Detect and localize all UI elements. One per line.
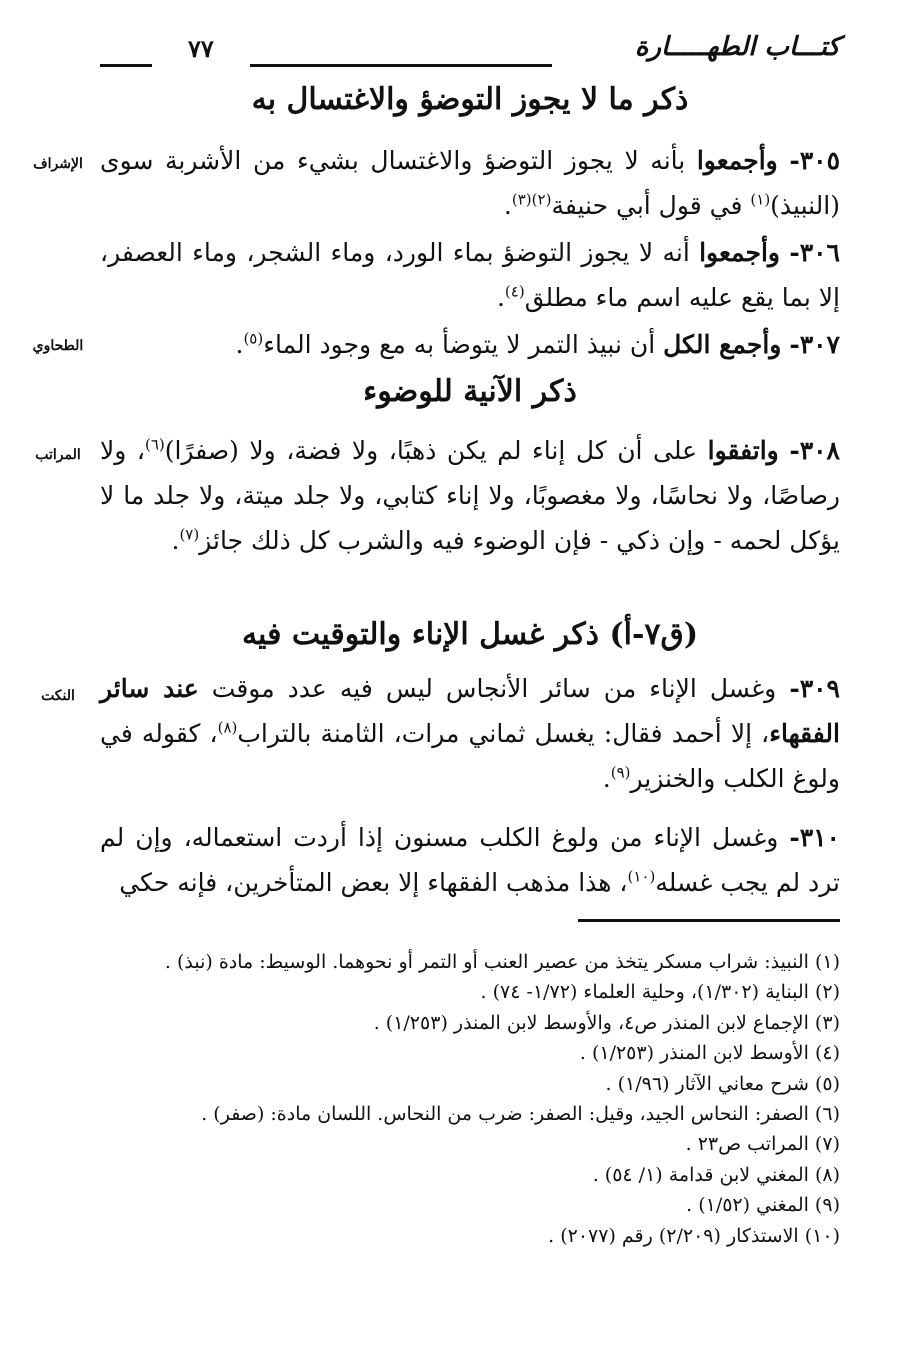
paragraph-number: ٣٠٥- [789, 146, 841, 175]
paragraph-308 [100, 428, 840, 563]
section-heading: ذكر الآنية للوضوء [363, 374, 577, 409]
footnote-item: (٥) شرح معاني الآثار (١/٩٦) . [605, 1072, 840, 1095]
paragraph-text: . [171, 526, 180, 555]
footnote-rule [578, 919, 840, 922]
paragraph-text: . [235, 330, 244, 359]
footnote-item: (٩) المغني (١/٥٢) . [686, 1194, 840, 1217]
header-rule [250, 64, 552, 67]
footnote-ref: (٩) [610, 763, 631, 782]
footnote-ref: (٦) [144, 435, 165, 454]
footnotes-list [100, 947, 840, 1251]
margin-note-ishraf: الإشراف [33, 156, 83, 172]
footnote-ref: (٧) [179, 525, 200, 544]
paragraph-text: وغسل الإناء من ولوغ الكلب مسنون إذا أردت استعماله، وإن لم ترد لم يجب غسله [100, 823, 840, 897]
paragraph-number: ٣٠٨- [789, 436, 840, 465]
paragraph-lead: وأجمعوا [699, 238, 780, 267]
page-header [100, 30, 840, 80]
paragraph-text: ، ولا رصاصًا، ولا نحاسًا، ولا مغصوبًا، ولا إناء كتابي، ولا جلد ميتة، ولا جلد ما لا يؤكل لحمه - وإن ذكي - فإن الوضوء فيه والشرب كل ذلك جائز [100, 436, 840, 555]
footnote-item: (١) النبيذ: شراب مسكر يتخذ من عصير العنب أو التمر أو نحوهما. الوسيط: مادة (نبذ) . [164, 951, 840, 973]
paragraph-text: أنه لا يجوز التوضؤ بماء الورد، وماء الشجر، وماء العصفر، إلا بما يقع عليه اسم ماء مطلق [100, 238, 840, 312]
section-heading: (ق٧-أ) ذكر غسل الإناء والتوقيت فيه [241, 617, 699, 652]
paragraph-306 [100, 230, 840, 320]
paragraph-text: على أن كل إناء لم يكن ذهبًا، ولا فضة، ولا (صفرًا) [164, 436, 708, 465]
footnote-item: (٨) المغني لابن قدامة (١/ ٥٤) . [592, 1163, 840, 1186]
paragraph-lead: واتفقوا [707, 436, 779, 465]
footnote-item: (٤) الأوسط لابن المنذر (١/٢٥٣) . [579, 1042, 840, 1065]
footnote-item: (٢) البناية (١/٣٠٢)، وحلية العلماء (١/٧٢- ٧٤) . [480, 981, 840, 1004]
paragraph-lead: وأجمعوا [696, 146, 778, 175]
paragraph-bold: عند سائر الفقهاء [100, 674, 840, 748]
paragraph-number: ٣٠٧- [789, 330, 840, 359]
paragraph-text: في قول أبي حنيفة [551, 191, 751, 220]
header-rule-short [100, 64, 152, 67]
paragraph-text: وغسل الإناء من سائر الأنجاس ليس فيه عدد موقت [198, 674, 790, 703]
footnote-ref: (٢)(٣) [511, 190, 552, 209]
paragraph-310 [100, 815, 840, 905]
footnote-ref: (٤) [504, 282, 525, 301]
footnote-ref: (٥) [243, 329, 264, 348]
footnote-item: (٦) الصفر: النحاس الجيد، وقيل: الصفر: ضرب من النحاس. اللسان مادة: (صفر) . [201, 1103, 840, 1126]
margin-note-tahawi: الطحاوي [32, 338, 84, 354]
paragraph-number: ٣١٠- [789, 823, 840, 852]
paragraph-lead: وأجمع الكل [663, 330, 782, 359]
margin-note-maratib: المراتب [35, 447, 81, 463]
footnote-item: (١٠) الاستذكار (٢/٢٠٩) رقم (٢٠٧٧) . [548, 1224, 840, 1247]
paragraph-text: . [503, 191, 512, 220]
paragraph-text: ، كقوله في ولوغ الكلب والخنزير [100, 719, 840, 793]
section-heading: ذكر ما لا يجوز التوضؤ والاغتسال به [251, 82, 689, 117]
footnote-ref: (١) [750, 190, 771, 209]
running-title: كتـــاب الطهـــــارة [634, 32, 840, 62]
footnote-ref: (١٠) [627, 867, 656, 886]
paragraph-text: ، هذا مذهب الفقهاء إلا بعض المتأخرين، فإنه حكي [119, 868, 628, 897]
paragraph-number: ٣٠٦- [789, 238, 840, 267]
footnote-ref: (٨) [217, 718, 238, 737]
paragraph-305 [100, 138, 840, 228]
paragraph-text: ، إلا أحمد فقال: يغسل ثماني مرات، الثامنة بالتراب [237, 719, 770, 748]
margin-note-nukat: النكت [41, 688, 75, 704]
footnote-item: (٣) الإجماع لابن المنذر ص٤، والأوسط لابن المنذر (١/٢٥٣) . [373, 1011, 840, 1034]
page-number: ٧٧ [188, 34, 214, 63]
paragraph-text: بأنه لا يجوز التوضؤ والاغتسال بشيء من الأشربة سوى (النبيذ) [100, 146, 840, 220]
paragraph-number: ٣٠٩- [789, 674, 840, 703]
paragraph-307 [100, 322, 840, 367]
paragraph-309 [100, 666, 840, 801]
paragraph-text: . [602, 764, 611, 793]
paragraph-text: . [496, 283, 505, 312]
paragraph-text: أن نبيذ التمر لا يتوضأ به مع وجود الماء [263, 330, 664, 359]
footnote-item: (٧) المراتب ص٢٣ . [685, 1133, 840, 1156]
